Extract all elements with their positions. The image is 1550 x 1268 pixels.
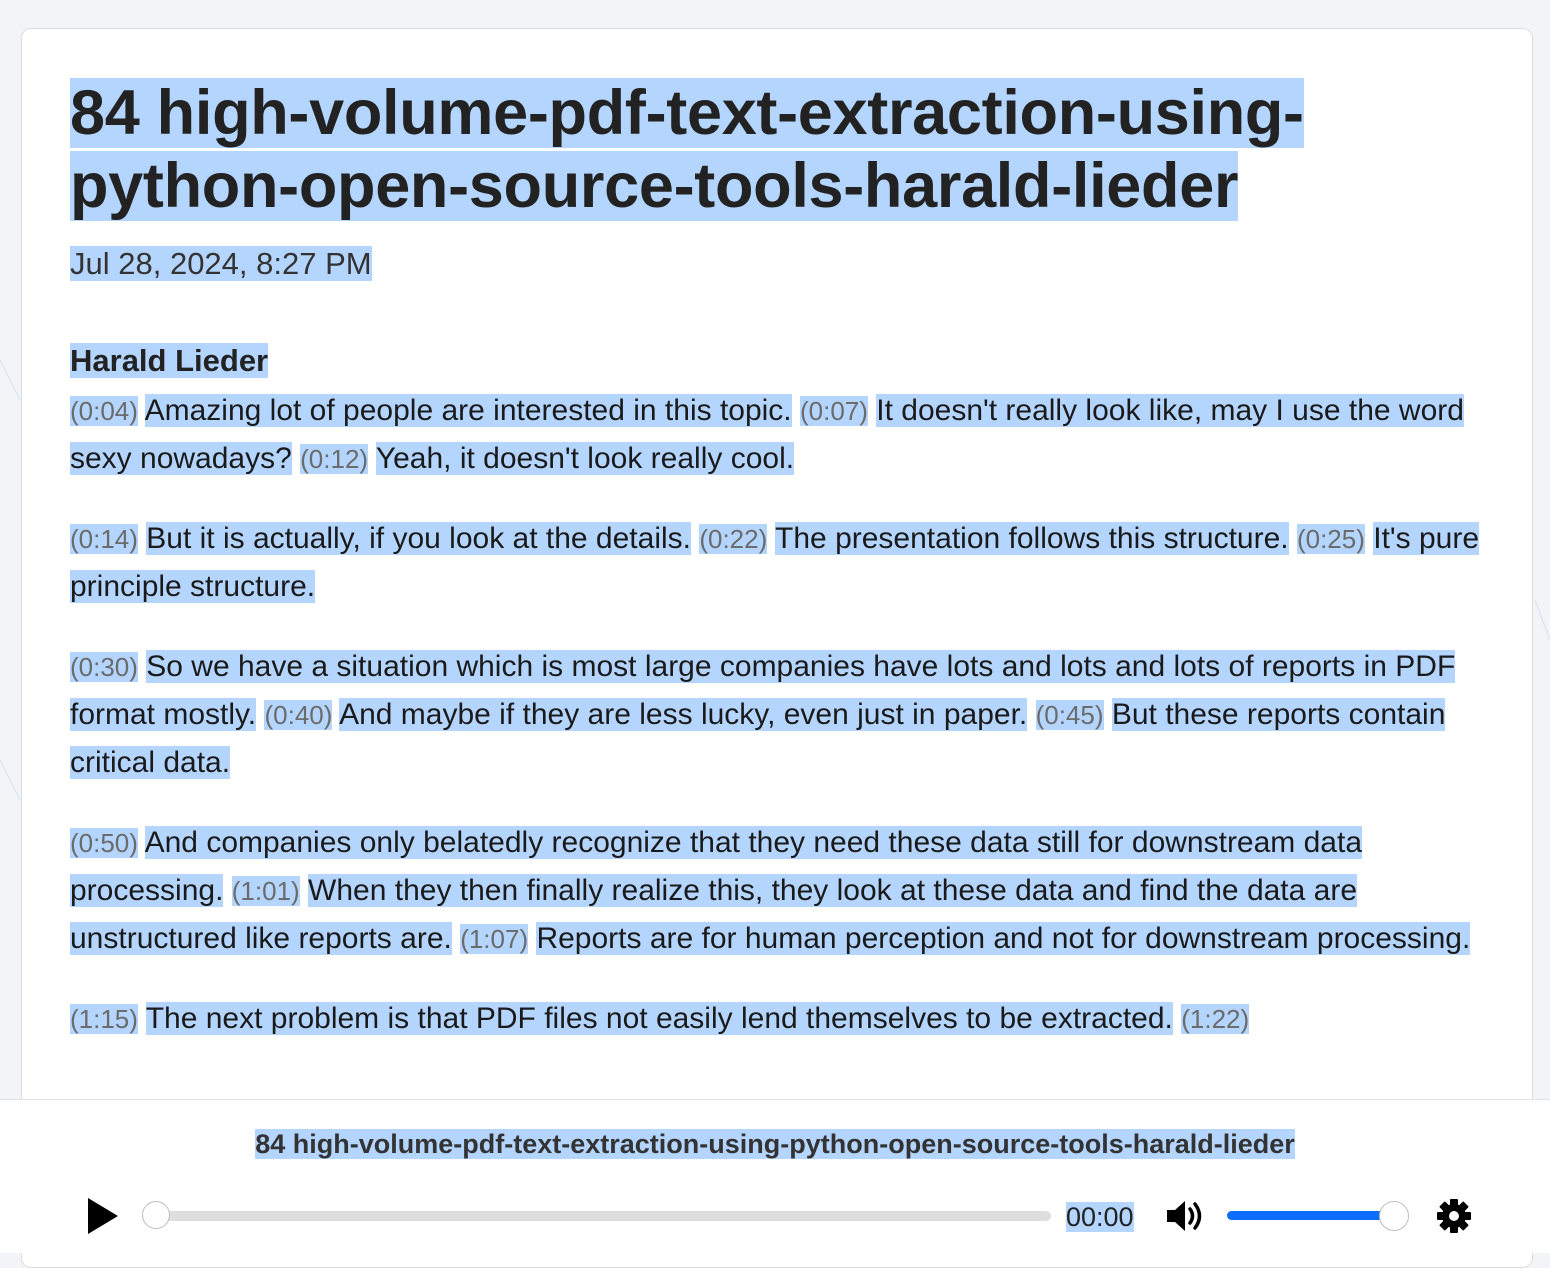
recording-date [70,245,1490,283]
volume-button[interactable] [1165,1198,1207,1234]
player-title-text: 84 high-volume-pdf-text-extraction-using-python-open-source-tools-harald-lieder [255,1129,1295,1159]
transcript-text: And companies only belatedly recognize that they need these data still for downstream data processing. [70,826,1363,907]
timestamp-link[interactable]: (0:14) [70,524,138,554]
speaker-name-text: Harald Lieder [70,343,269,378]
volume-handle[interactable] [1379,1201,1409,1231]
transcript-text: Amazing lot of people are interested in this topic. [144,394,792,427]
transcript-paragraph [70,819,1490,963]
transcript-text: And maybe if they are less lucky, even just in paper. [339,698,1028,731]
transcript-paragraphs [70,387,1490,1043]
transcript-text: When they then finally realize this, they look at these data and find the data are unstructured like reports are. [70,874,1358,955]
transcript-paragraph [70,515,1490,611]
timestamp-link[interactable]: (0:22) [699,524,768,554]
timestamp-link[interactable]: (0:04) [70,396,138,426]
timestamp-link[interactable]: (0:12) [300,444,369,474]
transcript-text: Reports are for human perception and not for downstream processing. [536,922,1471,955]
seek-bar[interactable] [143,1211,1051,1221]
page-title-text: 84 high-volume-pdf-text-extraction-using-python-open-source-tools-harald-lieder [70,78,1304,221]
timestamp-link[interactable]: (0:07) [800,396,868,426]
speaker-name [70,341,1490,381]
transcript-text: It doesn't really look like, may I use the word sexy nowadays? [70,394,1464,475]
timestamp-link[interactable]: (0:45) [1035,700,1104,730]
timestamp-link[interactable]: (1:07) [460,924,529,954]
volume-level [1227,1211,1395,1220]
timestamp-link[interactable]: (0:40) [264,700,333,730]
settings-button[interactable] [1436,1198,1472,1234]
seek-handle[interactable] [142,1201,170,1229]
volume-slider[interactable] [1227,1211,1395,1220]
transcript-card [21,28,1533,1268]
timestamp-link[interactable]: (0:25) [1296,524,1365,554]
timestamp-link[interactable]: (0:50) [70,828,138,858]
transcript-text: The next problem is that PDF files not easily lend themselves to be extracted. [145,1002,1173,1035]
page-title [70,77,1490,223]
transcript-content [70,77,1490,1075]
transcript-paragraph [70,387,1490,483]
transcript-paragraph [70,995,1490,1043]
timestamp-link[interactable]: (0:30) [70,652,138,682]
transcript-paragraph [70,643,1490,787]
gear-icon [1437,1199,1471,1233]
timestamp-link[interactable]: (1:15) [70,1004,138,1034]
audio-player [0,1099,1550,1253]
player-title [0,1126,1550,1162]
transcript-text: But it is actually, if you look at the details. [146,522,691,555]
transcript-text: So we have a situation which is most large companies have lots and lots and lots of reports in PDF format mostly. [70,650,1456,731]
transcript-text: But these reports contain critical data. [70,698,1446,779]
volume-icon [1167,1201,1200,1231]
current-time-text: 00:00 [1066,1202,1134,1232]
timestamp-link[interactable]: (1:22) [1181,1004,1250,1034]
play-icon [88,1198,118,1234]
transcript-text: Yeah, it doesn't look really cool. [375,442,795,475]
current-time [1066,1199,1134,1235]
timestamp-link[interactable]: (1:01) [231,876,300,906]
transcript-text: It's pure principle structure. [70,522,1480,603]
recording-date-text: Jul 28, 2024, 8:27 PM [70,246,372,281]
transcript-text: The presentation follows this structure. [775,522,1289,555]
play-button[interactable] [84,1196,124,1236]
